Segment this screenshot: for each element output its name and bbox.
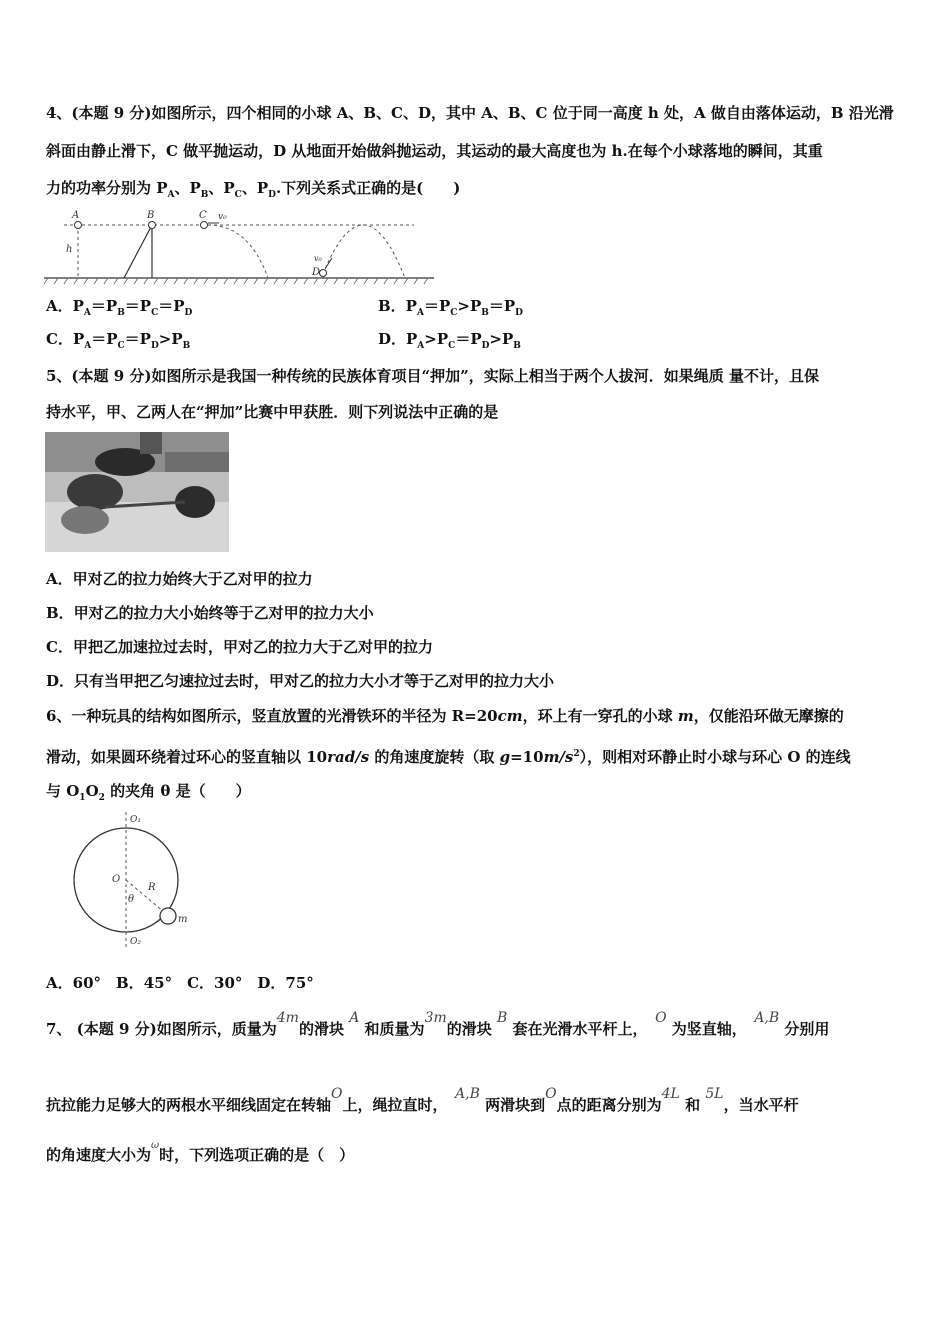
q6-figure (64, 810, 204, 950)
q5-option-c[interactable]: C．甲把乙加速拉过去时，甲对乙的拉力大于乙对甲的拉力 (46, 638, 433, 656)
q4-option-a[interactable]: A．$P_A=P_B=P_C=P_D$ (46, 297, 193, 318)
q7-line-2: 抗拉能力足够大的两根水平细线固定在转轴O上，绳拉直时， A,B 两滑块到O点的距离分别为4L 和 5L，当水平杆 (46, 1086, 799, 1114)
label-v0: v₀ (218, 212, 227, 222)
q4-option-b[interactable]: B．$P_A=P_C>P_B=P_D$ (378, 297, 523, 318)
label-b: B (147, 210, 155, 221)
label-theta: θ (128, 894, 135, 905)
q5-option-d[interactable]: D．只有当甲把乙匀速拉过去时，甲对乙的拉力大小才等于乙对甲的拉力大小 (46, 672, 555, 690)
q6-line-1: 6、一种玩具的结构如图所示，竖直放置的光滑铁环的半径为 R=20cm，环上有一穿孔的小球 m，仅能沿环做无摩擦的 (46, 707, 844, 725)
q5-line-1: 5、(本题 9 分)如图所示是我国一种传统的民族体育项目“押加”，实际上相当于两个人拔河．如果绳质 量不计，且保 (46, 367, 819, 385)
q5-photo (45, 432, 229, 552)
label-d: D (312, 267, 321, 278)
q4-line-2: 斜面由静止滑下，C 做平抛运动，D 从地面开始做斜抛运动，其运动的最大高度也为 h.在每个小球落地的瞬间，其重 (46, 142, 823, 160)
q5-option-a[interactable]: A．甲对乙的拉力始终大于乙对甲的拉力 (46, 570, 313, 588)
q4-option-d[interactable]: D．$P_A>P_C=P_D>P_B$ (378, 330, 521, 351)
label-a: A (72, 210, 80, 221)
label-m: m (178, 914, 188, 925)
q4-line-3: 力的功率分别为 $P_A$、$P_B$、$P_C$、$P_D$.下列关系式正确的是( ) (46, 179, 461, 200)
label-o: O (112, 874, 121, 885)
q6-line-2: 滑动，如果圆环绕着过环心的竖直轴以 10rad/s 的角速度旋转（取 $g=10m/s^2$），则相对环静止时小球与环心 O 的连线 (46, 748, 851, 766)
label-v0-d: v₀ (314, 254, 322, 263)
q4-line-1: 4、(本题 9 分)如图所示，四个相同的小球 A、B、C、D，其中 A、B、C 位于同一高度 h 处，A 做自由落体运动，B 沿光滑 (46, 104, 894, 122)
label-o1: O₁ (130, 815, 141, 825)
label-c: C (199, 210, 207, 221)
q6-line-3: 与 $O_1O_2$ 的夹角 θ 是（ ） (46, 782, 251, 803)
q6-options[interactable]: A．60° B．45° C．30° D．75° (46, 974, 314, 992)
label-h: h (66, 244, 73, 255)
q7-line-3: 的角速度大小为$^\omega$时，下列选项正确的是（ ） (46, 1140, 355, 1164)
q5-line-2: 持水平，甲、乙两人在“押加”比赛中甲获胜．则下列说法中正确的是 (46, 403, 499, 421)
q4-option-c[interactable]: C．$P_A=P_C=P_D>P_B$ (46, 330, 191, 351)
q7-line-1: 7、 (本题 9 分)如图所示，质量为4m的滑块 A 和质量为3m的滑块 B 套在光滑水平杆上， O 为竖直轴， A,B 分别用 (46, 1010, 830, 1038)
q4-figure (44, 206, 439, 286)
label-o2: O₂ (130, 937, 141, 947)
q5-option-b[interactable]: B．甲对乙的拉力大小始终等于乙对甲的拉力大小 (46, 604, 374, 622)
label-r: R (148, 882, 156, 893)
